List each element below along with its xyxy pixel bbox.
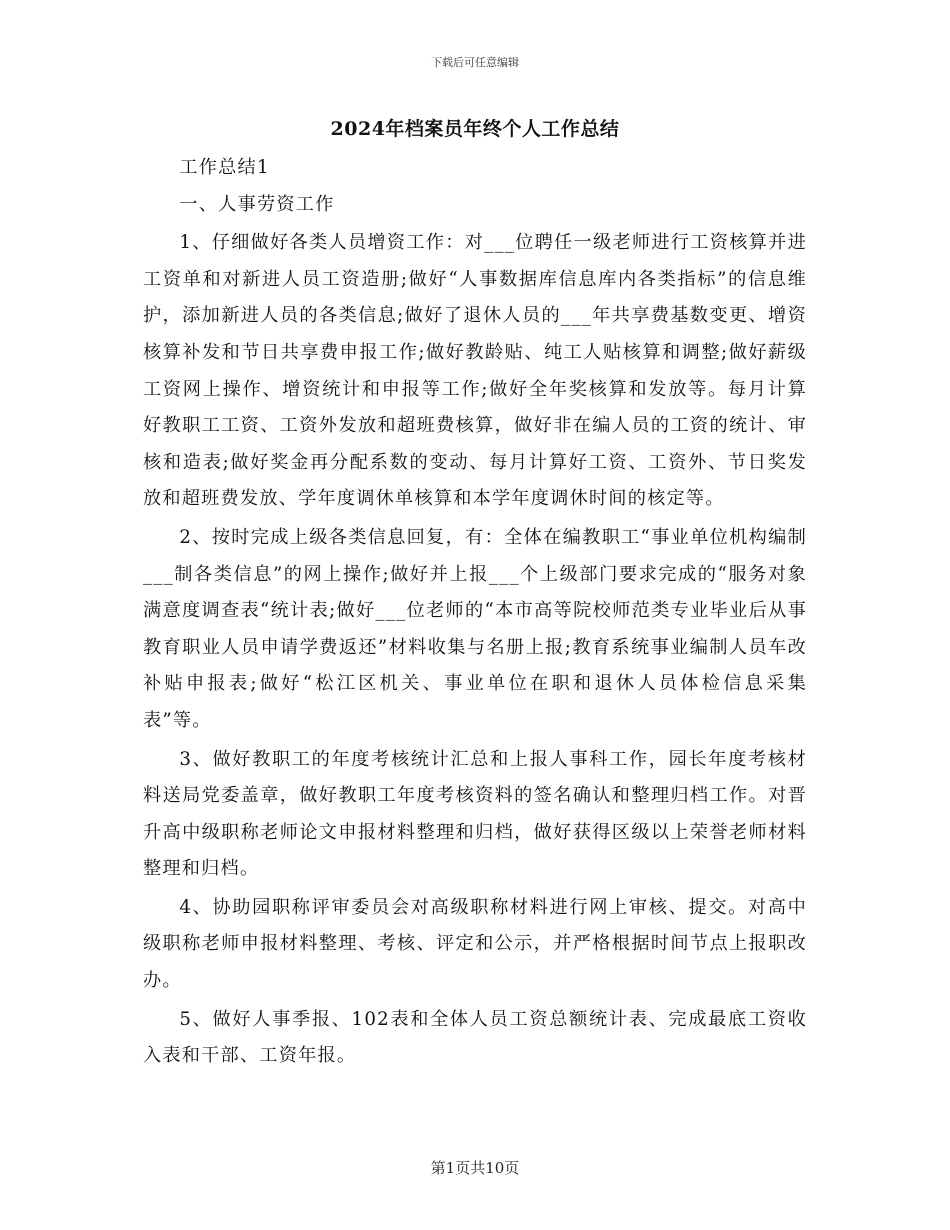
paragraph-3: 3、做好教职工的年度考核统计汇总和上报人事科工作，园长年度考核材料送局党委盖章，做好教职工年度考核资料的签名确认和整理归档工作。对晋升高中级职称老师论文申报材料整理和归档，做好获得区级以上荣誉老师材料整理和归档。 — [143, 748, 807, 880]
paragraph-1: 1、仔细做好各类人员增资工作：对___位聘任一级老师进行工资核算并进工资单和对新进人员工资造册;做好“人事数据库信息库内各类指标”的信息维护，添加新进人员的各类信息;做好了退休人员的___年共享费基数变更、增资核算补发和节日共享费申报工作;做好教龄贴、纯工人贴核算和调整;做好薪级工资网上操作、增资统计和申报等工作;做好全年奖核算和发放等。每月计算好教职工工资、工资外发放和超班费核算，做好非在编人员的工资的统计、审核和造表;做好奖金再分配系数的变动、每月计算好工资、工资外、节日奖发放和超班费发放、学年度调休单核算和本学年度调休时间的核定等。 — [143, 232, 807, 510]
subheading: 一、人事劳资工作 — [179, 193, 335, 215]
document-title: 2024年档案员年终个人工作总结 — [330, 118, 620, 140]
document-body — [143, 150, 807, 1075]
paragraph-5: 5、做好人事季报、102表和全体人员工资总额统计表、完成最底工资收入表和干部、工资年报。 — [143, 1008, 807, 1067]
page-number: 第1页共10页 — [430, 1159, 520, 1177]
paragraph-2: 2、按时完成上级各类信息回复，有：全体在编教职工“事业单位机构编制___制各类信息”的网上操作;做好并上报___个上级部门要求完成的“服务对象满意度调查表“统计表;做好___位老师的“本市高等院校师范类专业毕业后从事教育职业人员申请学费返还”材料收集与名册上报;教育系统事业编制人员车改补贴申报表;做好“松江区机关、事业单位在职和退休人员体检信息采集表”等。 — [143, 526, 807, 731]
section-heading: 工作总结1 — [179, 157, 270, 178]
header-note: 下载后可任意编辑 — [431, 56, 519, 69]
paragraph-4: 4、协助园职称评审委员会对高级职称材料进行网上审核、提交。对高中级职称老师申报材料整理、考核、评定和公示，并严格根据时间节点上报职改办。 — [143, 896, 807, 992]
